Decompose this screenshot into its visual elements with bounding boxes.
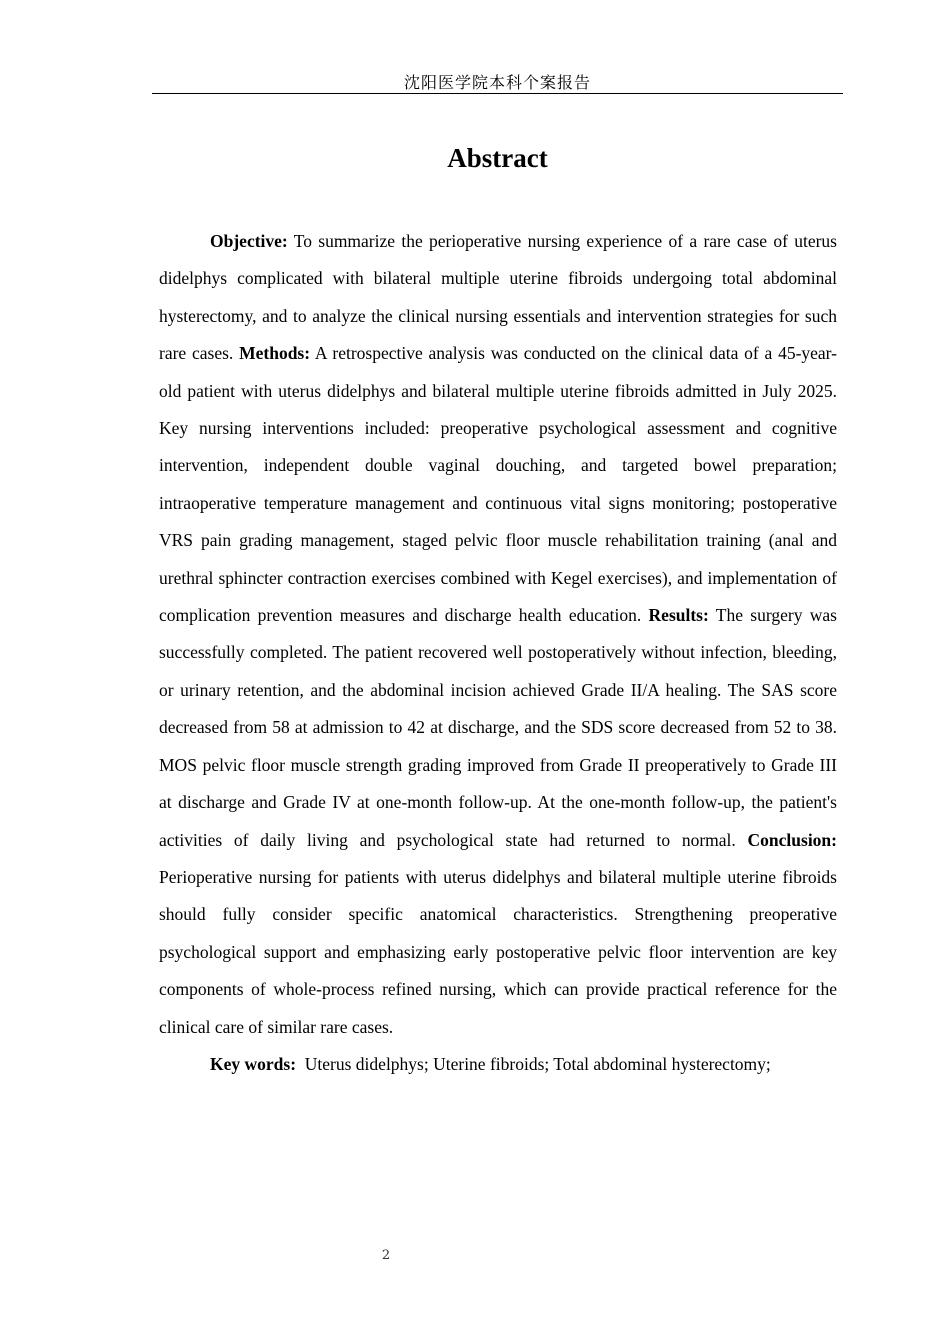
keywords-paragraph	[159, 1046, 837, 1083]
conclusion-text: Perioperative nursing for patients with uterus didelphys and bilateral multiple uterine fibroids should fully consider specific anatomical characteristics. Strengthening preoperative psychological support and emphasizing early postoperative pelvic floor intervention are key components of whole-process refined nursing, which can provide practical reference for the clinical care of similar rare cases.	[159, 866, 837, 1037]
objective-text: To summarize the perioperative nursing experience of a rare case of uterus didelphys complicated with bilateral multiple uterine fibroids undergoing total abdominal hysterectomy, and to analyze the clinical nursing essentials and intervention strategies for such rare cases.	[159, 231, 837, 364]
running-header: 沈阳医学院本科个案报告	[403, 73, 591, 92]
keywords-text: Uterus didelphys; Uterine fibroids; Total abdominal hysterectomy;	[296, 1053, 771, 1074]
methods-text: A retrospective analysis was conducted on the clinical data of a 45-year-old patient with uterus didelphys and bilateral multiple uterine fibroids admitted in July 2025. Key nursing interventions included: preoperative psychological assessment and cognitive intervention, independent double vaginal douching, and targeted bowel preparation; intraoperative temperature management and continuous vital signs monitoring; postoperative VRS pain grading management, staged pelvic floor muscle rehabilitation training (anal and urethral sphincter contraction exercises combined with Kegel exercises), and implementation of complication prevention measures and discharge health education.	[159, 343, 837, 626]
methods-label: Methods:	[239, 343, 311, 364]
page-number: 2	[381, 1248, 391, 1263]
abstract-paragraph	[159, 223, 837, 1046]
abstract-body	[159, 223, 837, 1083]
header-divider	[152, 93, 843, 94]
objective-label: Objective:	[210, 231, 288, 251]
results-label: Results:	[648, 605, 709, 626]
page-title: Abstract	[447, 143, 548, 173]
keywords-label: Key words:	[210, 1053, 297, 1074]
results-text: The surgery was successfully completed. The patient recovered well postoperatively without infection, bleeding, or urinary retention, and the abdominal incision achieved Grade II/A healing. The SAS score decreased from 58 at admission to 42 at discharge, and the SDS score decreased from 52 to 38. MOS pelvic floor muscle strength grading improved from Grade II preoperatively to Grade III at discharge and Grade IV at one-month follow-up. At the one-month follow-up, the patient's activities of daily living and psychological state had returned to normal.	[159, 605, 837, 850]
conclusion-label: Conclusion:	[747, 829, 837, 850]
